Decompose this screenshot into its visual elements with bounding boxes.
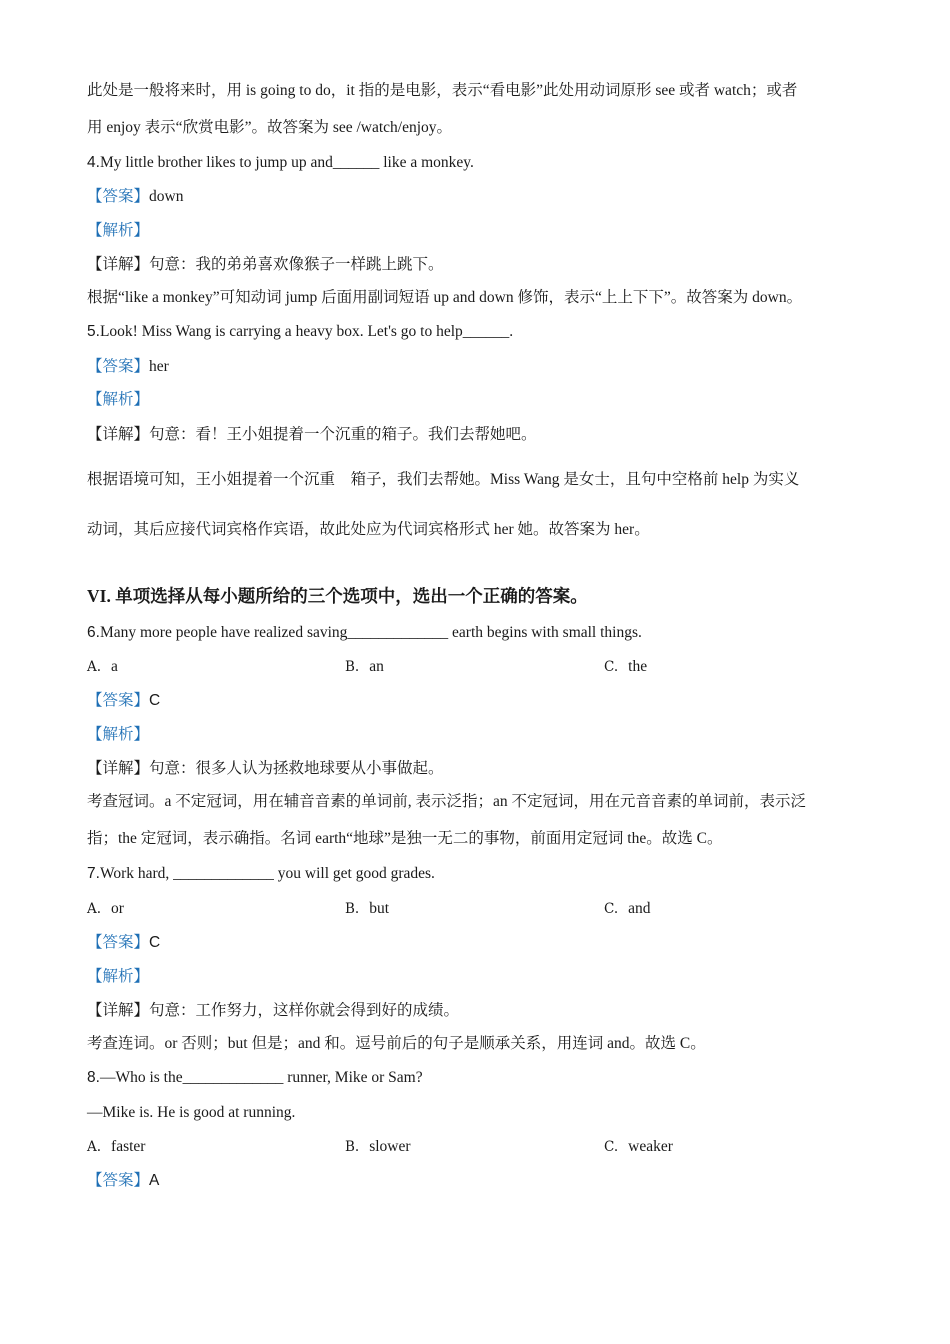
option-label: C. bbox=[604, 1139, 619, 1155]
question-number: 8. bbox=[87, 1069, 100, 1086]
answer-value: her bbox=[149, 358, 169, 375]
option-text: faster bbox=[111, 1138, 146, 1155]
question-number: 7. bbox=[87, 865, 100, 882]
answer-line bbox=[87, 933, 160, 953]
question-text: My little brother likes to jump up and______ like a monkey. bbox=[99, 154, 474, 171]
option-a[interactable] bbox=[87, 657, 118, 677]
option-label: C. bbox=[604, 901, 619, 917]
explanation-line: 根据语境可知，王小姐提着一个沉重 箱子，我们去帮她。Miss Wang 是女士，且句中空格前 help 为实义 bbox=[87, 471, 800, 488]
detail-tag: 【详解】 bbox=[87, 760, 150, 777]
detail-text: 句意：工作努力，这样你就会得到好的成绩。 bbox=[149, 1002, 460, 1019]
analysis-line bbox=[87, 390, 149, 410]
option-text: a bbox=[111, 658, 118, 675]
question-number: 5. bbox=[87, 323, 100, 340]
question-text: Work hard, _____________ you will get good grades. bbox=[99, 865, 435, 882]
explanation-line: 考查连词。or 否则；but 但是；and 和。逗号前后的句子是顺承关系，用连词 and。故选 C。 bbox=[87, 1035, 706, 1052]
option-text: or bbox=[111, 900, 124, 917]
detail-text: 句意：看！王小姐提着一个沉重的箱子。我们去帮她吧。 bbox=[149, 426, 537, 443]
option-text: slower bbox=[369, 1138, 411, 1155]
option-c[interactable] bbox=[604, 657, 647, 677]
question-6 bbox=[87, 623, 642, 643]
explanation-line: 动词，其后应接代词宾格作宾语，故此处应为代词宾格形式 her 她。故答案为 her。 bbox=[87, 521, 650, 538]
question-text: —Who is the_____________ runner, Mike or Sam? bbox=[99, 1069, 423, 1086]
paragraph-line: 此处是一般将来时，用 is going to do，it 指的是电影，表示“看电影”此处用动词原形 see 或者 watch；或者 bbox=[87, 82, 798, 99]
detail-tag: 【详解】 bbox=[87, 1002, 150, 1019]
answer-line bbox=[87, 691, 160, 711]
option-a[interactable] bbox=[87, 1137, 145, 1157]
answer-value: C bbox=[149, 934, 161, 951]
question-number: 4. bbox=[87, 154, 100, 171]
explanation-line: 根据“like a monkey”可知动词 jump 后面用副词短语 up and down 修饰，表示“上上下下”。故答案为 down。 bbox=[87, 289, 803, 306]
option-c[interactable] bbox=[604, 899, 651, 919]
detail-text: 句意：我的弟弟喜欢像猴子一样跳上跳下。 bbox=[149, 256, 444, 273]
question-5 bbox=[87, 322, 513, 342]
option-label: B. bbox=[345, 901, 360, 917]
option-text: and bbox=[628, 900, 651, 917]
option-label: B. bbox=[345, 1139, 360, 1155]
question-text: Many more people have realized saving_____________ earth begins with small things. bbox=[99, 624, 642, 641]
question-text-line-2: —Mike is. He is good at running. bbox=[87, 1104, 296, 1121]
paragraph-line: 用 enjoy 表示“欣赏电影”。故答案为 see /watch/enjoy。 bbox=[87, 119, 453, 136]
option-label: C. bbox=[604, 659, 619, 675]
option-b[interactable] bbox=[345, 899, 389, 919]
analysis-tag: 【解析】 bbox=[87, 726, 150, 743]
answer-tag: 【答案】 bbox=[87, 1172, 150, 1189]
answer-value: C bbox=[149, 692, 161, 709]
detail-text: 句意：很多人认为拯救地球要从小事做起。 bbox=[149, 760, 444, 777]
option-text: but bbox=[369, 900, 390, 917]
detail-tag: 【详解】 bbox=[87, 426, 150, 443]
analysis-line bbox=[87, 967, 149, 987]
analysis-line bbox=[87, 725, 149, 745]
answer-tag: 【答案】 bbox=[87, 692, 150, 709]
option-c[interactable] bbox=[604, 1137, 673, 1157]
option-text: the bbox=[628, 658, 648, 675]
answer-line bbox=[87, 357, 169, 377]
answer-tag: 【答案】 bbox=[87, 358, 150, 375]
option-label: A. bbox=[87, 1139, 102, 1155]
question-7 bbox=[87, 864, 435, 884]
option-b[interactable] bbox=[345, 657, 384, 677]
option-label: A. bbox=[87, 659, 102, 675]
analysis-tag: 【解析】 bbox=[87, 968, 150, 985]
question-text: Look! Miss Wang is carrying a heavy box. Let's go to help______. bbox=[99, 323, 514, 340]
analysis-line bbox=[87, 221, 149, 241]
option-b[interactable] bbox=[345, 1137, 411, 1157]
question-8 bbox=[87, 1068, 423, 1088]
detail-line bbox=[87, 255, 444, 275]
option-label: A. bbox=[87, 901, 102, 917]
analysis-tag: 【解析】 bbox=[87, 222, 150, 239]
option-text: weaker bbox=[628, 1138, 673, 1155]
option-text: an bbox=[369, 658, 384, 675]
analysis-tag: 【解析】 bbox=[87, 391, 150, 408]
answer-tag: 【答案】 bbox=[87, 934, 150, 951]
explanation-line: 考查冠词。a 不定冠词，用在辅音音素的单词前, 表示泛指；an 不定冠词，用在元音音素的单词前，表示泛 bbox=[87, 793, 807, 810]
answer-value: A bbox=[149, 1172, 160, 1189]
section-title: VI. 单项选择从每小题所给的三个选项中，选出一个正确的答案。 bbox=[87, 586, 588, 606]
option-a[interactable] bbox=[87, 899, 124, 919]
answer-line bbox=[87, 187, 183, 207]
detail-tag: 【详解】 bbox=[87, 256, 150, 273]
detail-line bbox=[87, 759, 444, 779]
answer-value: down bbox=[149, 188, 184, 205]
explanation-line: 指；the 定冠词，表示确指。名词 earth“地球”是独一无二的事物，前面用定冠词 the。故选 C。 bbox=[87, 830, 723, 847]
answer-line bbox=[87, 1171, 159, 1191]
question-number: 6. bbox=[87, 624, 100, 641]
answer-tag: 【答案】 bbox=[87, 188, 150, 205]
question-4 bbox=[87, 153, 474, 173]
detail-line bbox=[87, 425, 537, 445]
detail-line bbox=[87, 1001, 459, 1021]
option-label: B. bbox=[345, 659, 360, 675]
